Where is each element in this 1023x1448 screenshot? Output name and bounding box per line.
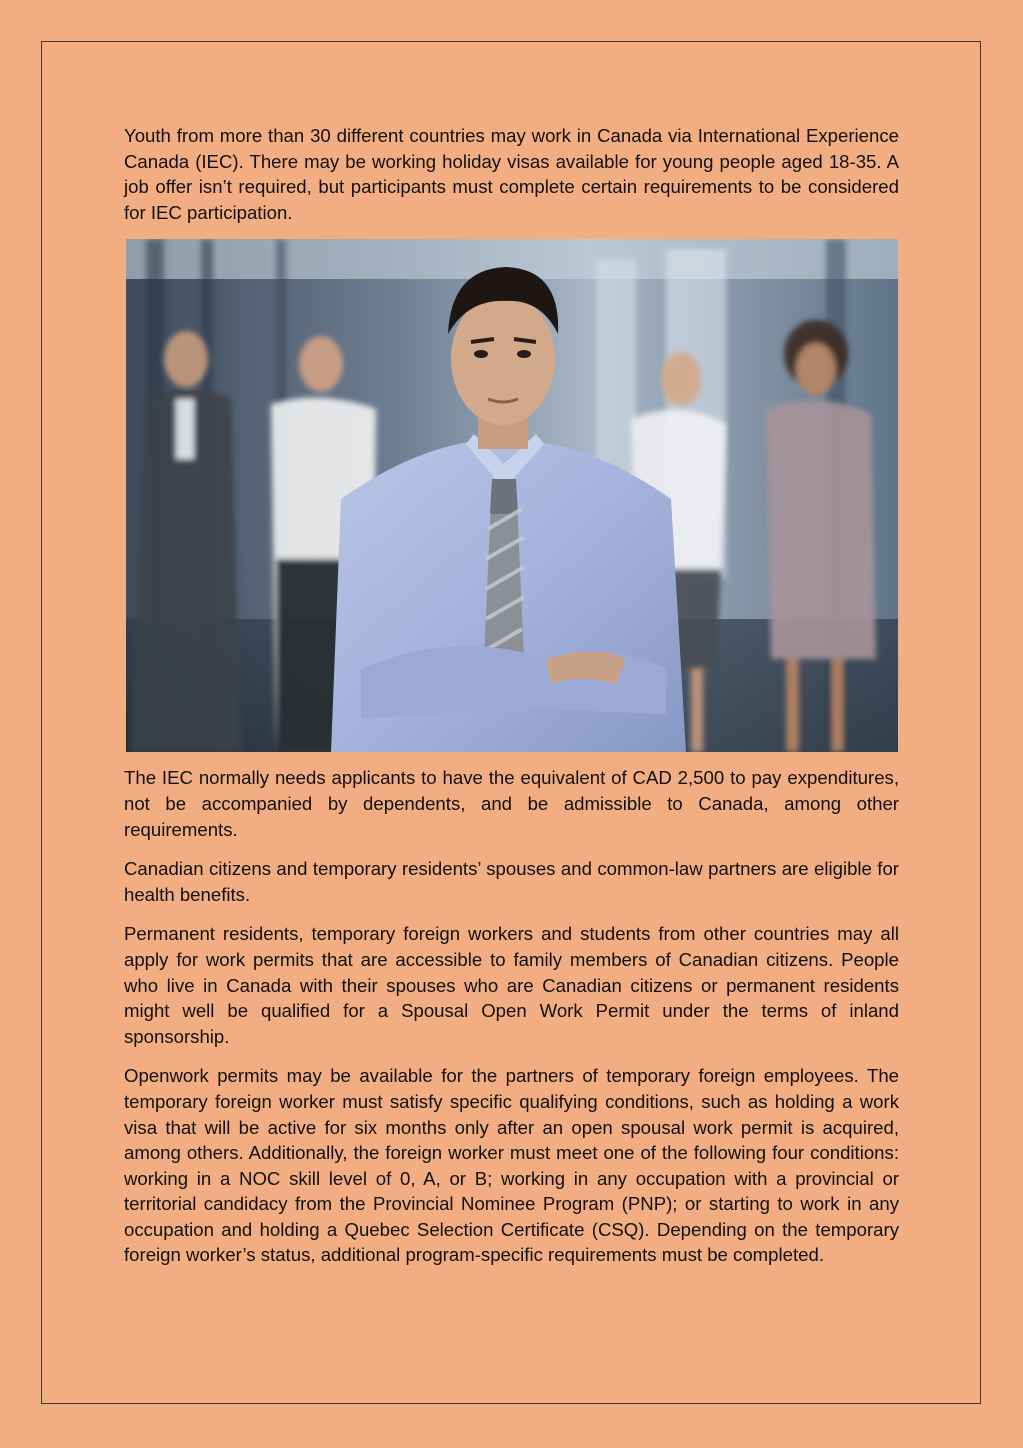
- paragraph-iec-requirements: The IEC normally needs applicants to have the equivalent of CAD 2,500 to pay expenditures, not be accompanied by dependents, and be admissible to Canada, among other requirements.: [124, 767, 899, 840]
- paragraph-openwork-permits: Openwork permits may be available for the partners of temporary foreign employees. The temporary foreign worker must satisfy specific qualifying conditions, such as holding a work visa that will be active for six months only after an open spousal work permit is acquired, among others. Additionally, the foreign worker must meet one of the following four conditions: working in a NOC skill level of 0, A, or B; working in any occupation with a provincial or territorial candidacy from the Provincial Nominee Program (PNP); or starting to work in any occupation and holding a Quebec Selection Certificate (CSQ). Depending on the temporary foreign worker’s status, additional program-specific requirements must be completed.: [124, 1065, 899, 1266]
- paragraph-health-benefits: Canadian citizens and temporary residents’ spouses and common-law partners are eligible for health benefits.: [124, 858, 899, 905]
- paragraph-spousal-permit: Permanent residents, temporary foreign workers and students from other countries may all apply for work permits that are accessible to family members of Canadian citizens. People who live in Canada with their spouses who are Canadian citizens or permanent residents might well be qualified for a Spousal Open Work Permit under the terms of inland sponsorship.: [124, 923, 899, 1047]
- document-body: [124, 123, 899, 1268]
- business-team-photo: [126, 239, 898, 752]
- paragraph-iec-intro: Youth from more than 30 different countries may work in Canada via International Experience Canada (IEC). There may be working holiday visas available for young people aged 18-35. A job offer isn’t required, but participants must complete certain requirements to be considered for IEC participation.: [124, 125, 899, 223]
